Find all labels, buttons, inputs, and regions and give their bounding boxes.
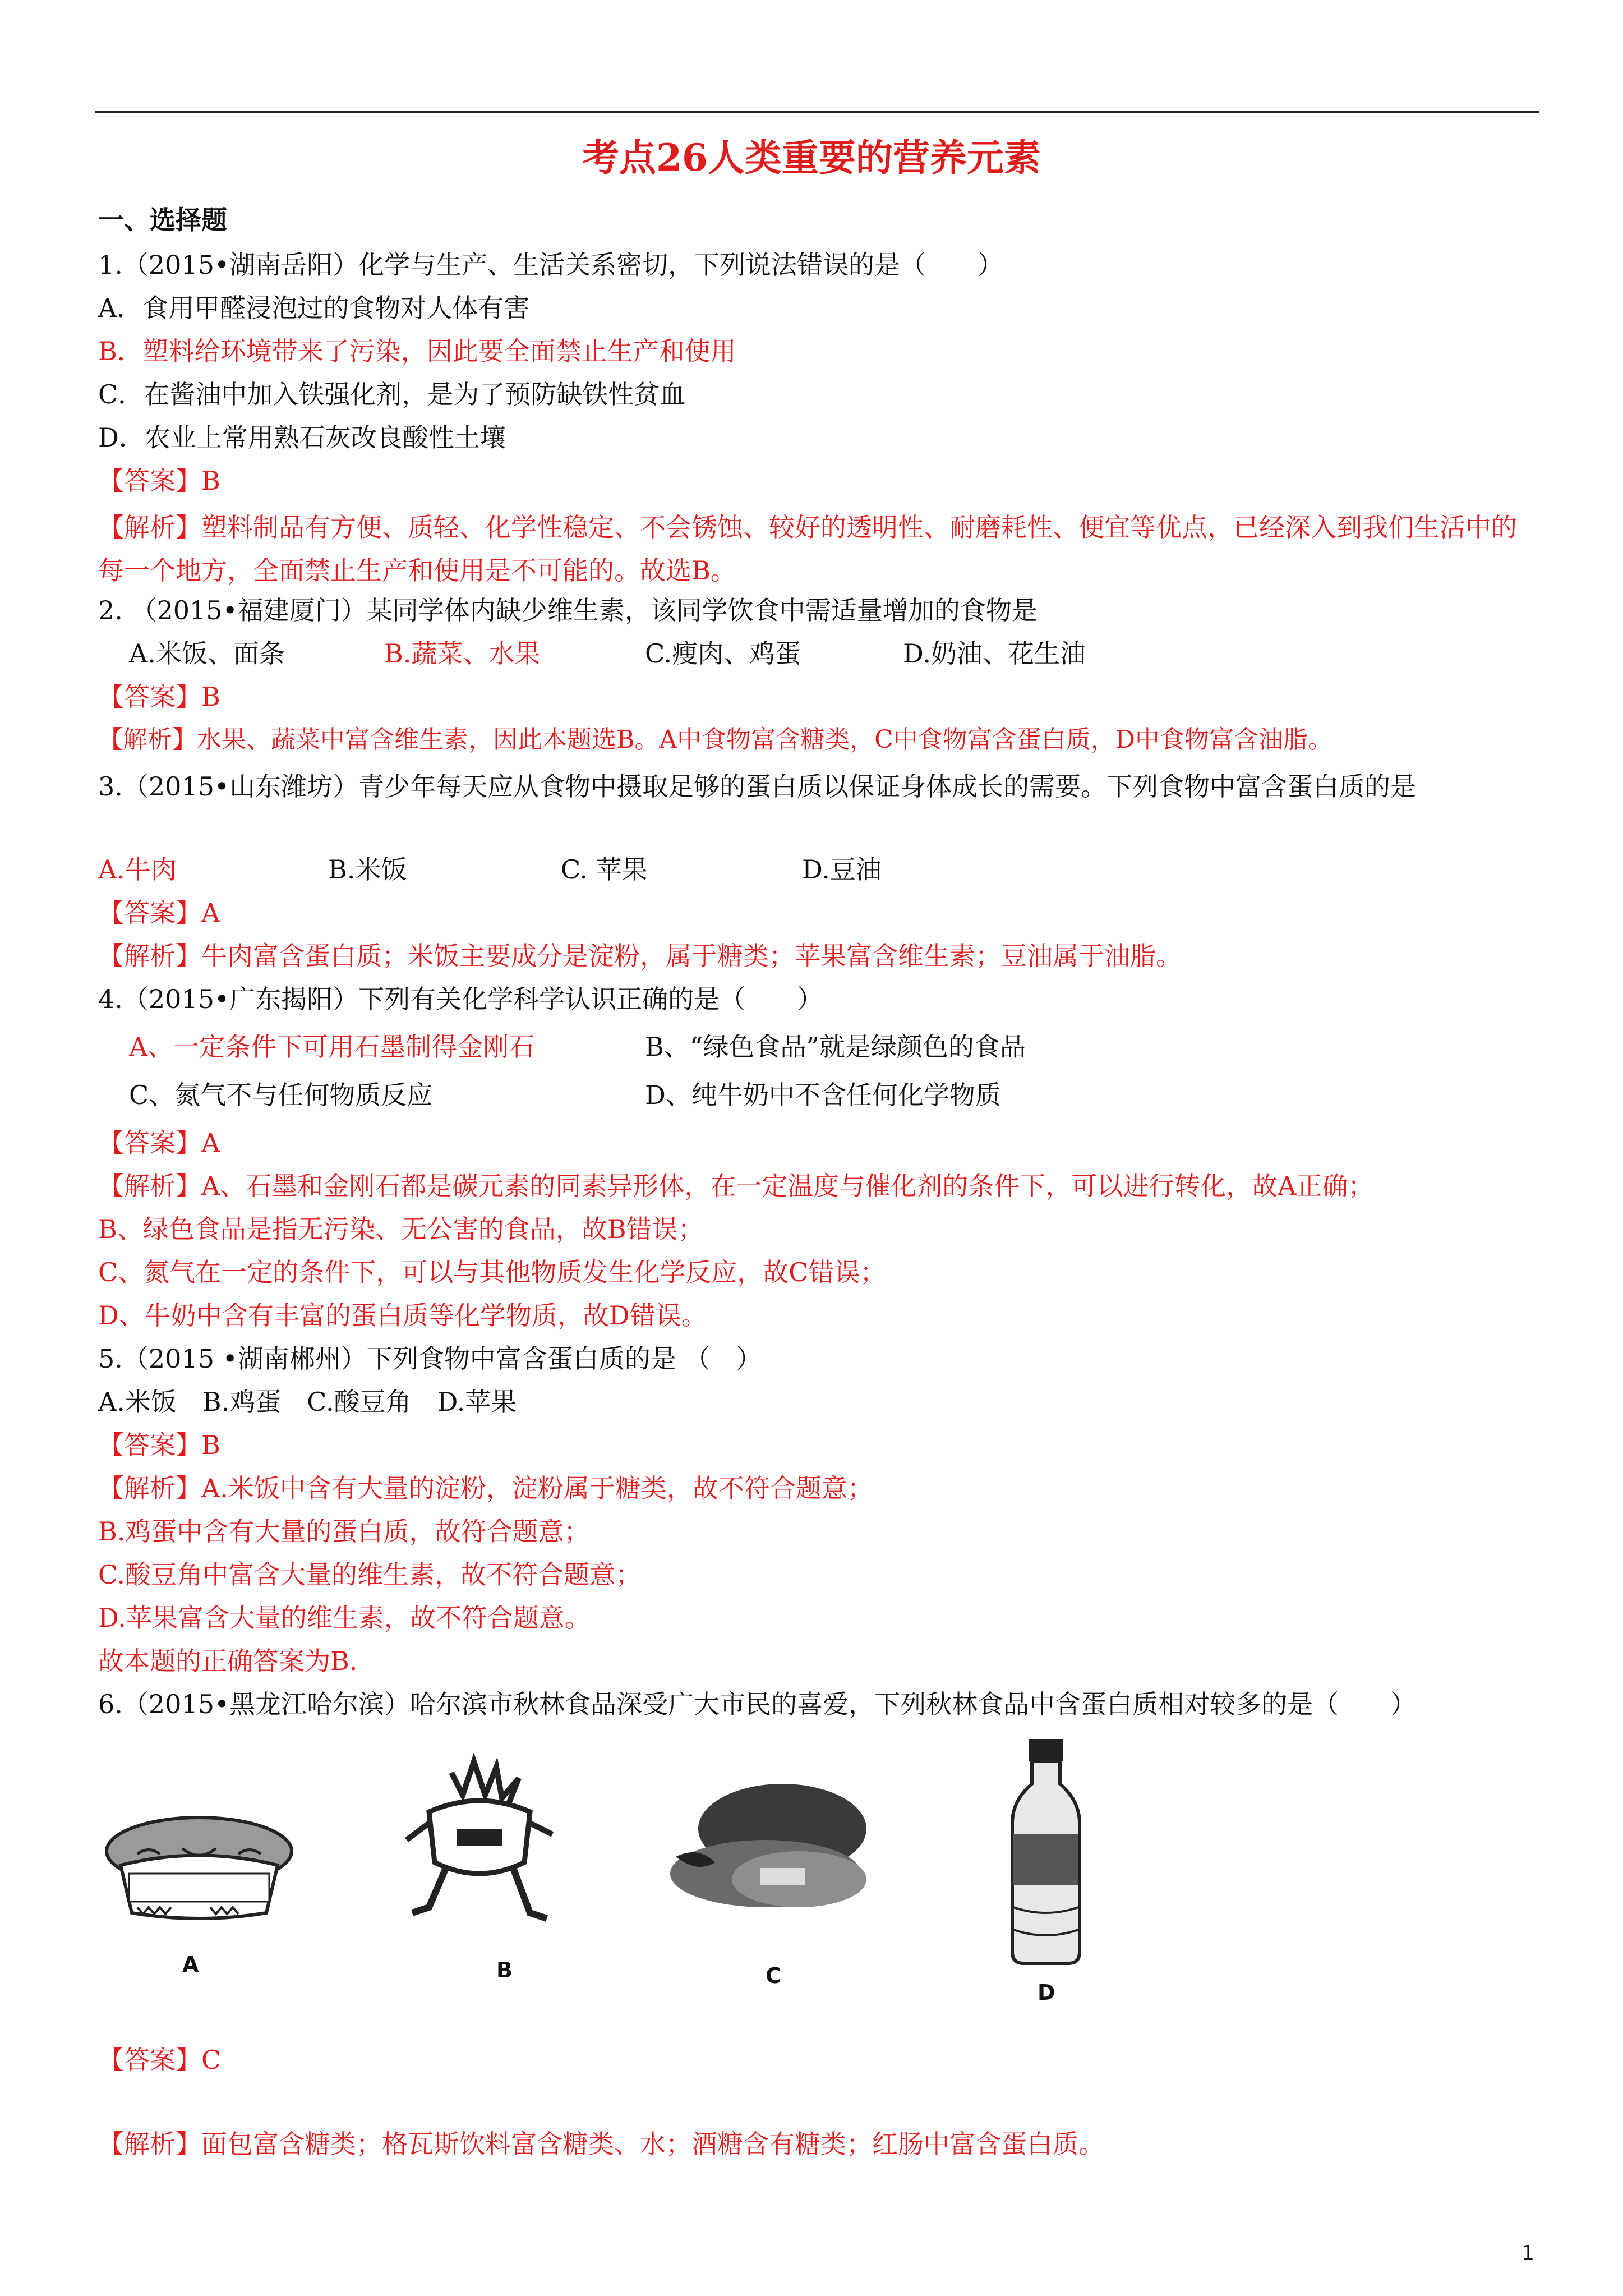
q2-answer: 【答案】B [98,682,220,712]
section-heading: 一、选择题 [98,205,227,235]
sausage-illustration [665,1778,878,1924]
q1-option-a: A．食用甲醛浸泡过的食物对人体有害 [98,293,530,323]
q4-option-d: D、纯牛奶中不含任何化学物质 [645,1080,1001,1110]
q1-option-b: B．塑料给环境带来了污染，因此要全面禁止生产和使用 [98,336,736,366]
q3-option-c: C. 苹果 [561,854,648,885]
q5-options: A.米饭 B.鸡蛋 C.酸豆角 D.苹果 [98,1387,517,1417]
q4-answer: 【答案】A [98,1128,220,1158]
q1-answer: 【答案】B [98,466,220,496]
q3-option-b: B.米饭 [328,854,407,885]
q6-figure [98,1745,1556,2014]
q3-answer: 【答案】A [98,898,220,928]
q1-stem: 1.（2015•湖南岳阳）化学与生产、生活关系密切，下列说法错误的是（ ） [98,250,1004,280]
q4-analysis-line: C、氮气在一定的条件下，可以与其他物质发生化学反应，故C错误； [98,1257,886,1287]
q6-answer: 【答案】C [98,2045,222,2075]
bread-illustration [98,1812,300,1941]
q4-stem: 4.（2015•广东揭阳）下列有关化学科学认识正确的是（ ） [98,984,823,1014]
figure-label-b: B [496,1958,513,1982]
figure-label-d: D [1038,1980,1055,2005]
q5-analysis-line: B.鸡蛋中含有大量的蛋白质，故符合题意； [98,1516,590,1547]
q3-analysis: 【解析】牛肉富含蛋白质；米饭主要成分是淀粉，属于糖类；苹果富含维生素；豆油属于油脂。 [98,941,1182,971]
q4-analysis-line: 【解析】A、石墨和金刚石都是碳元素的同素异形体，在一定温度与催化剂的条件下，可以进行转化，故A正确； [98,1171,1374,1201]
figure-label-c: C [766,1963,781,1988]
page-number: 1 [1521,2242,1534,2265]
q4-analysis-line: D、牛奶中含有丰富的蛋白质等化学物质，故D错误。 [98,1300,707,1331]
q1-analysis: 【解析】塑料制品有方便、质轻、化学性稳定、不会锈蚀、较好的透明性、耐磨耗性、便宜等优点，已经深入到我们生活中的每一个地方，全面禁止生产和使用是不可能的。故选B。 [98,512,1517,586]
q5-analysis-line: 【解析】A.米饭中含有大量的淀粉，淀粉属于糖类，故不符合题意； [98,1473,873,1503]
q4-analysis-line: B、绿色食品是指无污染、无公害的食品，故B错误； [98,1214,704,1244]
q3-option-a: A.牛肉 [98,854,177,885]
q2-option-d: D.奶油、花生油 [903,638,1086,669]
kvass-bottle-illustration [1001,1739,1091,1969]
header-rule [95,111,1539,113]
candy-mascot-illustration [395,1750,564,1952]
page-title: 考点26人类重要的营养元素 [582,136,1041,180]
q5-analysis-line: D.苹果富含大量的维生素，故不符合题意。 [98,1603,591,1633]
q2-option-a: A.米饭、面条 [129,638,285,669]
q4-option-a: A、一定条件下可用石墨制得金刚石 [129,1032,535,1062]
q5-analysis-line: 故本题的正确答案为B. [98,1646,358,1676]
q3-stem: 3.（2015•山东潍坊）青少年每天应从食物中摄取足够的蛋白质以保证身体成长的需要。下列食物中富含蛋白质的是 [98,771,1417,802]
q3-option-d: D.豆油 [802,854,882,885]
q6-stem: 6.（2015•黑龙江哈尔滨）哈尔滨市秋林食品深受广大市民的喜爱，下列秋林食品中含蛋白质相对较多的是（ ） [98,1689,1417,1719]
q1-option-d: D．农业上常用熟石灰改良酸性土壤 [98,422,506,453]
q5-answer: 【答案】B [98,1430,220,1460]
q4-option-c: C、氮气不与任何物质反应 [129,1080,433,1110]
q6-analysis: 【解析】面包富含糖类；格瓦斯饮料富含糖类、水；酒糖含有糖类；红肠中富含蛋白质。 [98,2129,1104,2159]
q2-option-b: B.蔬菜、水果 [384,638,541,669]
q2-option-c: C.瘦肉、鸡蛋 [645,638,801,669]
q2-stem: 2. （2015•福建厦门）某同学体内缺少维生素，该同学饮食中需适量增加的食物是 [98,595,1038,625]
q1-option-c: C．在酱油中加入铁强化剂，是为了预防缺铁性贫血 [98,379,686,409]
q4-option-b: B、“绿色食品”就是绿颜色的食品 [645,1032,1026,1062]
q2-analysis: 【解析】水果、蔬菜中富含维生素，因此本题选B。A中食物富含糖类，C中食物富含蛋白质，D中食物富含油脂。 [98,725,1333,754]
q5-analysis-line: C.酸豆角中富含大量的维生素，故不符合题意； [98,1559,642,1590]
figure-label-a: A [182,1952,199,1977]
q5-stem: 5.（2015 •湖南郴州）下列食物中富含蛋白质的是 （ ） [98,1343,762,1374]
